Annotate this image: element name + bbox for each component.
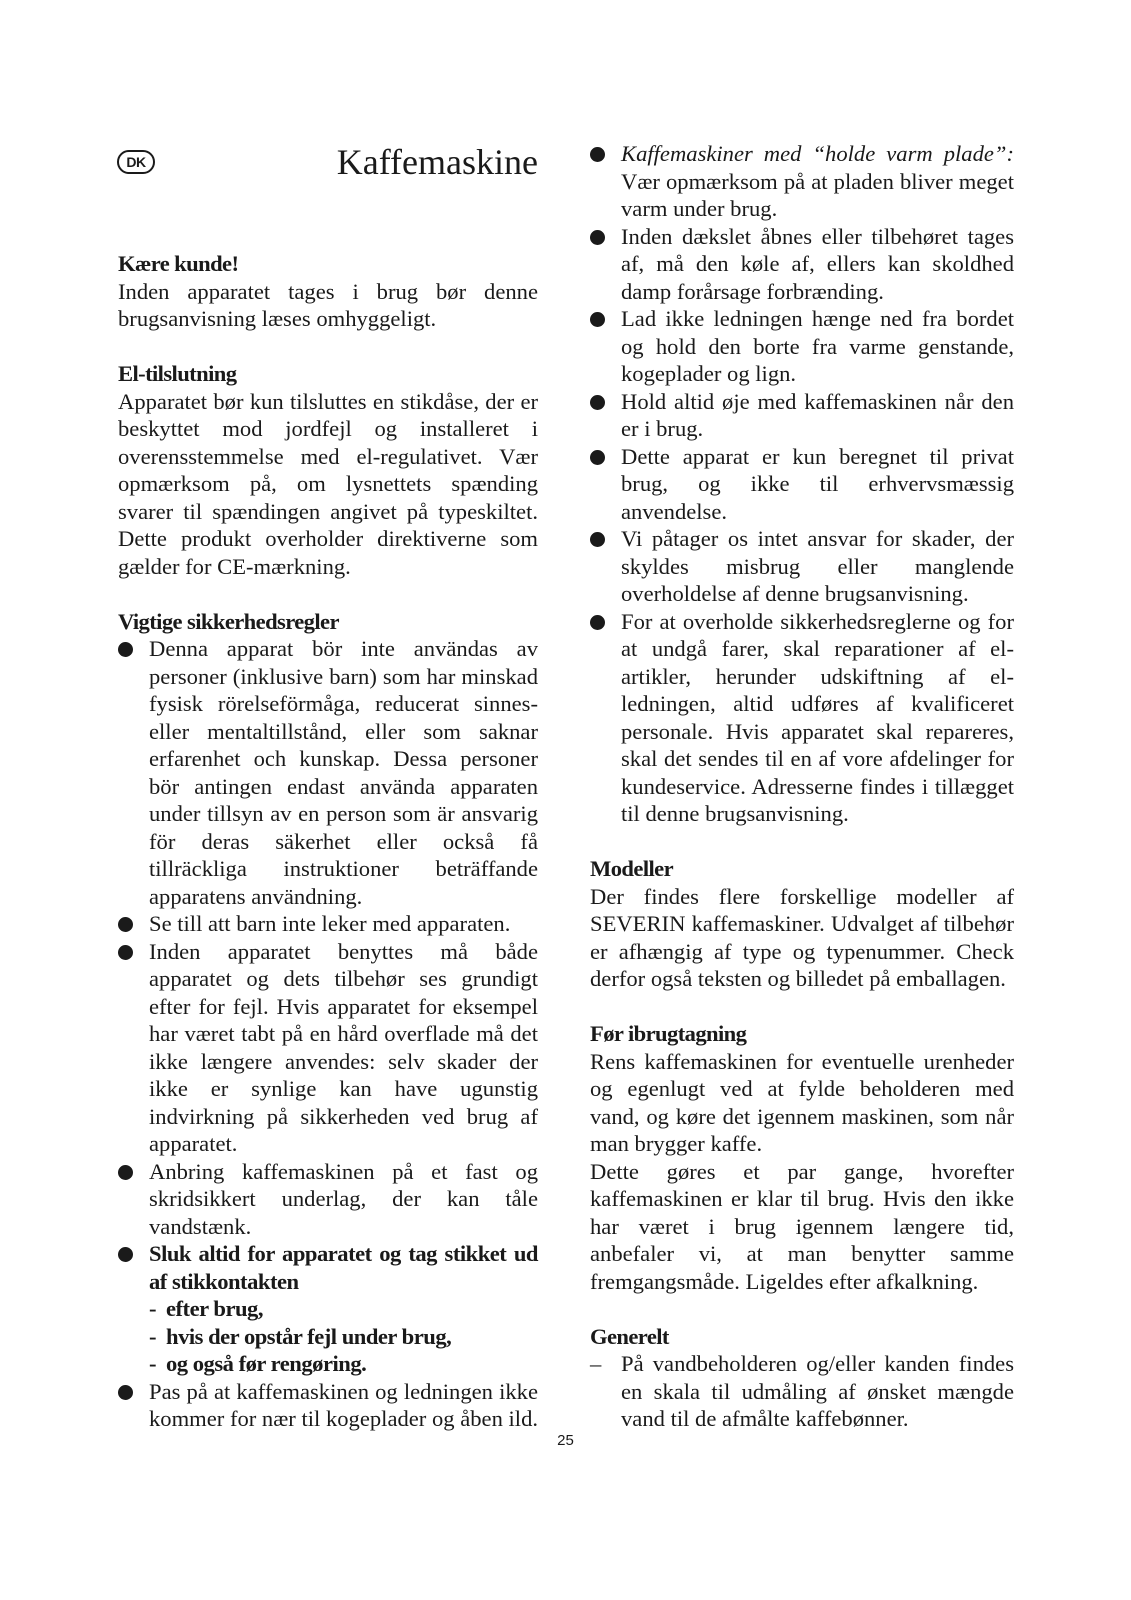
list-item: – På vandbeholderen og/eller kanden findes en skala til udmåling af ønsket mængde vand til de afmålte kaffebønner. [590,1351,1014,1431]
greeting-text: Inden apparatet tages i brug bør denne brugsanvisning læses omhyggeligt. [118,278,538,331]
bullet-icon [118,642,133,657]
sub-list-item: - efter brug, [149,1296,263,1321]
list-item: Inden apparatet benyttes må både apparatet og dets tilbehør ses grundigt efter for fejl. Hvis apparatet for eksempel har været tabt på en hård overflade må det ikke længere anvendes: selv skader der ikke er synlige kan have ugunstig indvirkning på sikkerheden ved brug af apparatet. [118,938,538,1158]
list-item: Kaffemaskiner med “holde varm plade”: Vær opmærksom på at pladen bliver meget varm under brug. [590,140,1014,223]
list-item: Pas på at kaffemaskinen og ledningen ikke kommer for nær til kogeplader og åben ild. [118,1378,538,1433]
unplug-warning: Sluk altid for apparatet og tag stikket ud af stikkontakten [149,1241,538,1294]
general-heading: Generelt [590,1323,669,1349]
greeting-heading: Kære kunde! [118,251,239,276]
left-column [118,140,538,1433]
list-item: For at overholde sikkerhedsreglerne og for at undgå farer, skal reparationer af el-artikler, herunder udskiftning af el-ledningen, altid udføres af kvalificeret personale. Hvis apparatet skal repareres, skal det sendes til en af vore afdelinger for kundeservice. Adresserne findes i tillægget til denne brugsanvisning. [590,608,1014,828]
list-item: Inden dækslet åbnes eller tilbehøret tages af, må den køle af, ellers kan skoldhed damp forårsage forbrænding. [590,223,1014,306]
first-use-text: Rens kaffemaskinen for eventuelle urenheder og egenlugt ved at fylde beholderen med vand, og køre det igennem maskinen, som når man brygger kaffe. [590,1048,1014,1156]
list-item: Anbring kaffemaskinen på et fast og skridsikkert underlag, der kan tåle vandstænk. [118,1158,538,1241]
warming-plate-label: Kaffemaskiner med “holde varm plade”: [621,141,1014,166]
bullet-icon [118,1165,133,1180]
sub-list-item: - hvis der opstår fejl under brug, [149,1323,452,1349]
language-badge: DK [117,150,155,174]
bullet-icon [590,312,605,327]
bullet-icon [590,395,605,410]
list-item: Lad ikke ledningen hænge ned fra bordet og hold den borte fra varme genstande, kogeplader og lign. [590,305,1014,388]
el-connection-text: Apparatet bør kun tilsluttes en stikdåse, der er beskyttet mod jordfejl og installeret i overensstemmelse med el-regulativet. Vær opmærksom på, om lysnettets spænding svarer til spændingen angivet på typeskiltet. Dette produkt overholder direktiverne som gælder for CE-mærkning. [118,388,538,579]
unplug-sublist [149,1295,538,1378]
page-number: 25 [557,1432,574,1449]
safety-heading: Vigtige sikkerhedsregler [118,608,339,634]
list-item: Dette apparat er kun beregnet til privat brug, og ikke til erhvervsmæssig anvendelse. [590,443,1014,526]
first-use-text-2: Dette gøres et par gange, hvorefter kaffemaskinen er klar til brug. Hvis den ikke har været i brug igennem længere tid, anbefaler vi, at man benytter samme fremgangsmåde. Ligeldes efter afkalkning. [590,1158,1014,1294]
bullet-icon [118,1247,133,1262]
models-heading: Modeller [590,856,674,881]
sub-list-item: - og også før rengøring. [149,1351,367,1376]
list-item: Denna apparat bör inte användas av personer (inklusive barn) som har minskad fysisk rörelseförmåga, reducerat sinnes- eller mentaltillstånd, eller som saknar erfarenhet och kunskap. Dessa personer bör antingen endast använda apparaten under tillsyn av en person som är ansvarig för deras säkerhet eller också få tillräckliga instruktioner beträffande apparatens användning. [118,635,538,910]
page-title: Kaffemaskine [336,142,538,182]
bullet-icon [590,147,605,162]
models-text: Der findes flere forskellige modeller af SEVERIN kaffemaskiner. Udvalget af tilbehør er afhængig af type og typenummer. Check derfor også teksten og billedet på emballagen. [590,883,1014,991]
bullet-icon [590,615,605,630]
bullet-icon [118,945,133,960]
safety-list [118,635,538,1433]
bullet-icon [590,450,605,465]
right-column [590,140,1014,1433]
general-list [590,1350,1014,1433]
el-connection-heading: El-tilslutning [118,361,237,386]
list-item: Se till att barn inte leker med apparaten. [118,910,538,938]
safety-list-continued [590,140,1014,828]
dash-marker: – [590,1351,602,1376]
bullet-icon [118,1385,133,1400]
bullet-icon [590,532,605,547]
bullet-icon [590,230,605,245]
list-item: Hold altid øje med kaffemaskinen når den er i brug. [590,388,1014,443]
list-item [118,1240,538,1378]
first-use-heading: Før ibrugtagning [590,1021,747,1046]
list-item: Vi påtager os intet ansvar for skader, der skyldes misbrug eller manglende overholdelse af denne brugsanvisning. [590,525,1014,608]
bullet-icon [118,917,133,932]
